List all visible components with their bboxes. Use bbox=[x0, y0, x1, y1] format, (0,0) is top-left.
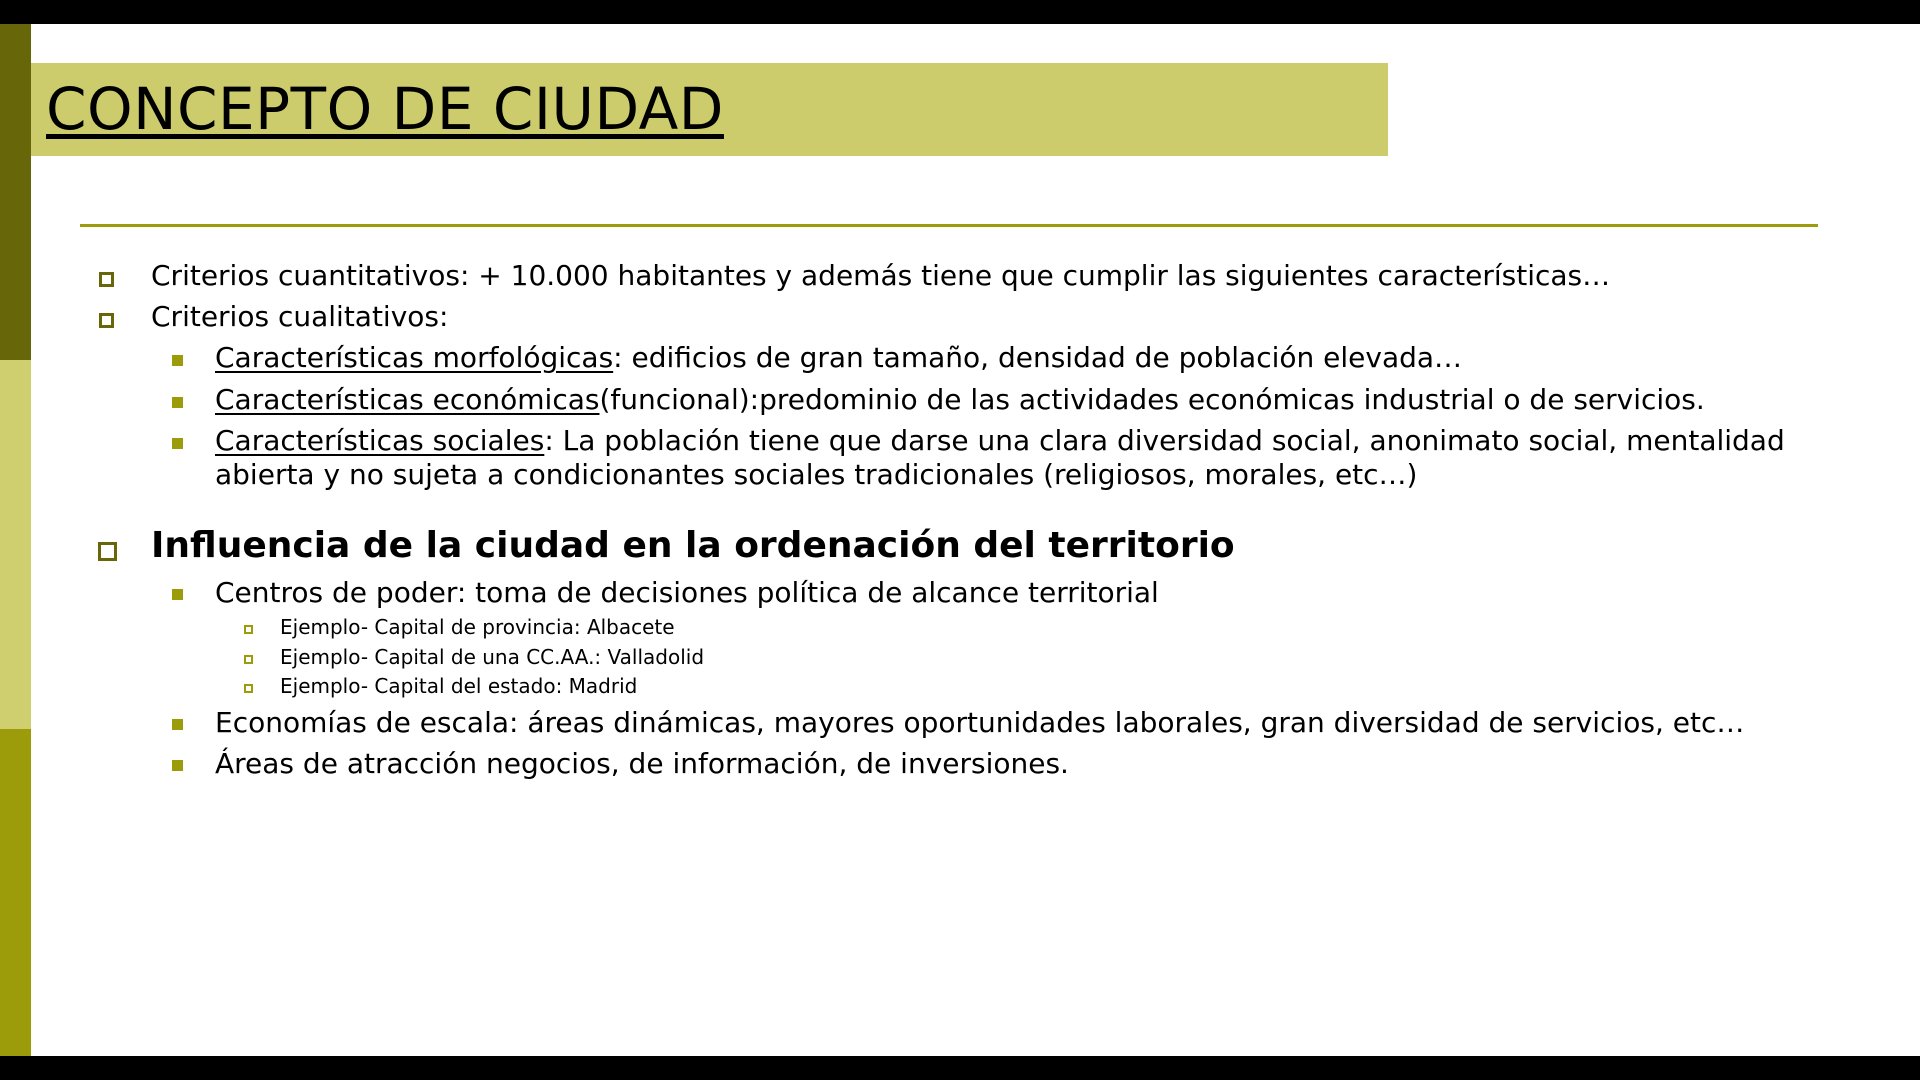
item-text: : La población tiene que darse una clara diversidad social, anonimato social, mentalidad bbox=[544, 424, 1785, 457]
list-item bbox=[215, 383, 1705, 417]
list-item bbox=[215, 341, 1462, 375]
item-text: Centros de poder: toma de decisiones política de alcance territorial bbox=[215, 576, 1159, 609]
item-text: : edificios de gran tamaño, densidad de población elevada… bbox=[613, 341, 1463, 374]
list-item bbox=[280, 673, 637, 699]
section-heading bbox=[151, 524, 1235, 568]
side-bar-dark bbox=[0, 24, 31, 360]
list-item bbox=[151, 300, 448, 334]
item-text: Criterios cuantitativos: + 10.000 habitantes y además tiene que cumplir las siguientes características… bbox=[151, 259, 1611, 292]
solid-square-bullet-icon bbox=[172, 589, 183, 600]
list-item bbox=[151, 259, 1610, 293]
list-item bbox=[280, 614, 675, 640]
hollow-square-bullet-icon bbox=[99, 313, 114, 328]
item-text: Ejemplo- Capital de una CC.AA.: Valladolid bbox=[280, 645, 705, 669]
small-square-bullet-icon bbox=[244, 684, 253, 693]
solid-square-bullet-icon bbox=[172, 438, 183, 449]
item-text: Ejemplo- Capital de provincia: Albacete bbox=[280, 615, 675, 639]
solid-square-bullet-icon bbox=[172, 719, 183, 730]
side-bar-olive bbox=[0, 729, 31, 1056]
item-text: Criterios cualitativos: bbox=[151, 300, 449, 333]
item-text: Áreas de atracción negocios, de información, de inversiones. bbox=[215, 747, 1069, 780]
item-text: abierta y no sujeta a condicionantes sociales tradicionales (religiosos, morales, etc…) bbox=[215, 458, 1418, 491]
item-text: (funcional):predominio de las actividades económicas industrial o de servicios. bbox=[599, 383, 1705, 416]
slide-title: CONCEPTO DE CIUDAD bbox=[46, 75, 724, 143]
slide bbox=[0, 24, 1920, 1056]
title-divider bbox=[80, 224, 1818, 227]
small-square-bullet-icon bbox=[244, 625, 253, 634]
hollow-square-bullet-icon bbox=[99, 272, 114, 287]
list-item-continuation bbox=[215, 458, 1417, 492]
list-item bbox=[215, 747, 1069, 781]
item-term: Características sociales bbox=[215, 424, 545, 457]
item-text: Economías de escala: áreas dinámicas, mayores oportunidades laborales, gran diversidad de servicios, etc… bbox=[215, 706, 1745, 739]
side-bar-light bbox=[0, 360, 31, 729]
solid-square-bullet-icon bbox=[172, 397, 183, 408]
list-item bbox=[215, 576, 1159, 610]
list-item bbox=[280, 644, 704, 670]
list-item bbox=[215, 424, 1785, 458]
small-square-bullet-icon bbox=[244, 655, 253, 664]
hollow-square-bullet-icon bbox=[98, 542, 117, 561]
item-text: Ejemplo- Capital del estado: Madrid bbox=[280, 674, 638, 698]
list-item bbox=[215, 706, 1744, 740]
item-text: Influencia de la ciudad en la ordenación del territorio bbox=[151, 525, 1235, 566]
solid-square-bullet-icon bbox=[172, 355, 183, 366]
item-term: Características morfológicas bbox=[215, 341, 614, 374]
item-term: Características económicas bbox=[215, 383, 600, 416]
solid-square-bullet-icon bbox=[172, 760, 183, 771]
